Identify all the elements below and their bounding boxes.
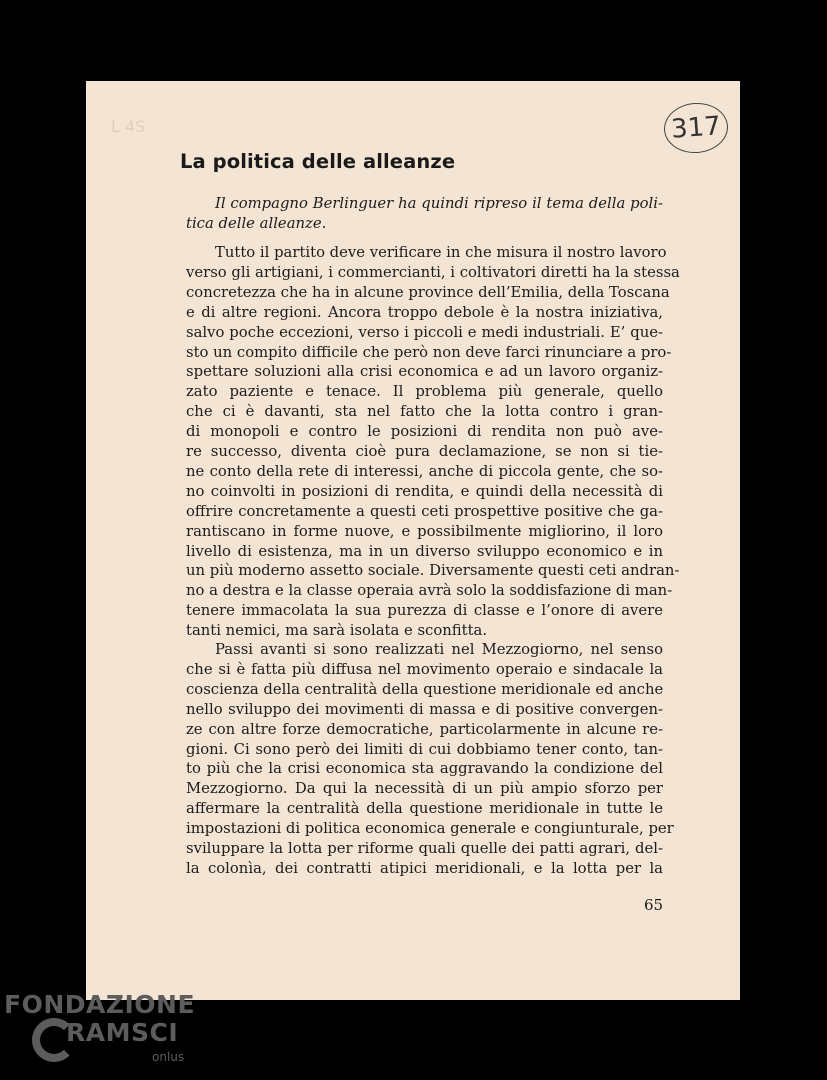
faint-stamp: L 4S — [111, 117, 146, 136]
paragraph2-line: sviluppare la lotta per riforme quali quelle dei patti agrari, del- — [186, 840, 663, 857]
paragraph1-line: un più moderno assetto sociale. Diversamente questi ceti andran- — [186, 562, 680, 580]
paragraph1-line: re successo, diventa cioè pura declamazione, se non si tie- — [186, 443, 663, 460]
paragraph1-line: ne conto della rete di interessi, anche di piccola gente, che so- — [186, 462, 663, 480]
paragraph2-line: la colonìa, dei contratti atipici meridionali, e la lotta per la — [186, 859, 663, 877]
paragraph1-line: no coinvolti in posizioni di rendita, e quindi della necessità di — [186, 482, 663, 500]
fondazione-gramsci-logo — [4, 990, 204, 1075]
handwritten-page-annotation: 317 — [662, 101, 729, 155]
paragraph2-line: affermare la centralità della questione meridionale in tutte le — [186, 800, 663, 818]
paragraph1-line: salvo poche eccezioni, verso i piccoli e medi industriali. E’ que- — [186, 323, 663, 341]
paragraph1-line: Tutto il partito deve verificare in che misura il nostro lavoro — [215, 244, 667, 261]
page-title: La politica delle alleanze — [180, 150, 456, 173]
logo-line-3: onlus — [152, 1050, 185, 1064]
intro-line: Il compagno Berlinguer ha quindi ripreso il tema della poli- — [215, 195, 663, 212]
paragraph1-line: e di altre regioni. Ancora troppo debole è la nostra iniziativa, — [186, 303, 663, 321]
paragraph2-line: Mezzogiorno. Da qui la necessità di un più ampio sforzo per — [186, 780, 663, 798]
paragraph1-line: no a destra e la classe operaia avrà solo la soddisfazione di man- — [186, 582, 673, 600]
paragraph1-line: spettare soluzioni alla crisi economica e ad un lavoro organiz- — [186, 363, 663, 381]
paragraph1-line: di monopoli e contro le posizioni di rendita non può ave- — [186, 423, 663, 441]
paragraph1-line: sto un compito difficile che però non deve farci rinunciare a pro- — [186, 343, 672, 361]
logo-line-2: RAMSCI — [66, 1018, 179, 1047]
paragraph2-line: Passi avanti si sono realizzati nel Mezzogiorno, nel senso — [215, 641, 663, 658]
paragraph1-line: livello di esistenza, ma in un diverso sviluppo economico e in — [186, 542, 663, 560]
paragraph2-line: gioni. Ci sono però dei limiti di cui dobbiamo tener conto, tan- — [186, 740, 663, 758]
page-number: 65 — [644, 896, 664, 914]
paragraph1-line: tenere immacolata la sua purezza di classe e l’onore di avere — [186, 602, 663, 620]
paragraph1-line: zato paziente e tenace. Il problema più generale, quello — [186, 383, 663, 401]
paragraph1-line: verso gli artigiani, i commercianti, i coltivatori diretti ha la stessa — [186, 263, 680, 281]
paragraph2-line: to più che la crisi economica sta aggravando la condizione del — [186, 760, 663, 778]
paragraph1-line: concretezza che ha in alcune province dell’Emilia, della Toscana — [186, 283, 670, 301]
paragraph1-line: rantiscano in forme nuove, e possibilmente migliorino, il loro — [186, 522, 663, 540]
paragraph2-line: impostazioni di politica economica generale e congiunturale, per — [186, 820, 674, 838]
intro-line: tica delle alleanze. — [186, 214, 327, 232]
paragraph1-line: tanti nemici, ma sarà isolata e sconfitta. — [186, 622, 488, 640]
paragraph2-line: nello sviluppo dei movimenti di massa e di positive convergen- — [186, 700, 663, 718]
logo-line-1: FONDAZIONE — [4, 990, 196, 1019]
paragraph2-line: ze con altre forze democratiche, particolarmente in alcune re- — [186, 720, 663, 738]
paragraph2-line: che si è fatta più diffusa nel movimento operaio e sindacale la — [186, 660, 663, 678]
paragraph1-line: offrire concretamente a questi ceti prospettive positive che ga- — [186, 502, 663, 520]
paragraph2-line: coscienza della centralità della questione meridionale ed anche — [186, 680, 664, 698]
paragraph1-line: che ci è davanti, sta nel fatto che la lotta contro i gran- — [186, 403, 663, 421]
